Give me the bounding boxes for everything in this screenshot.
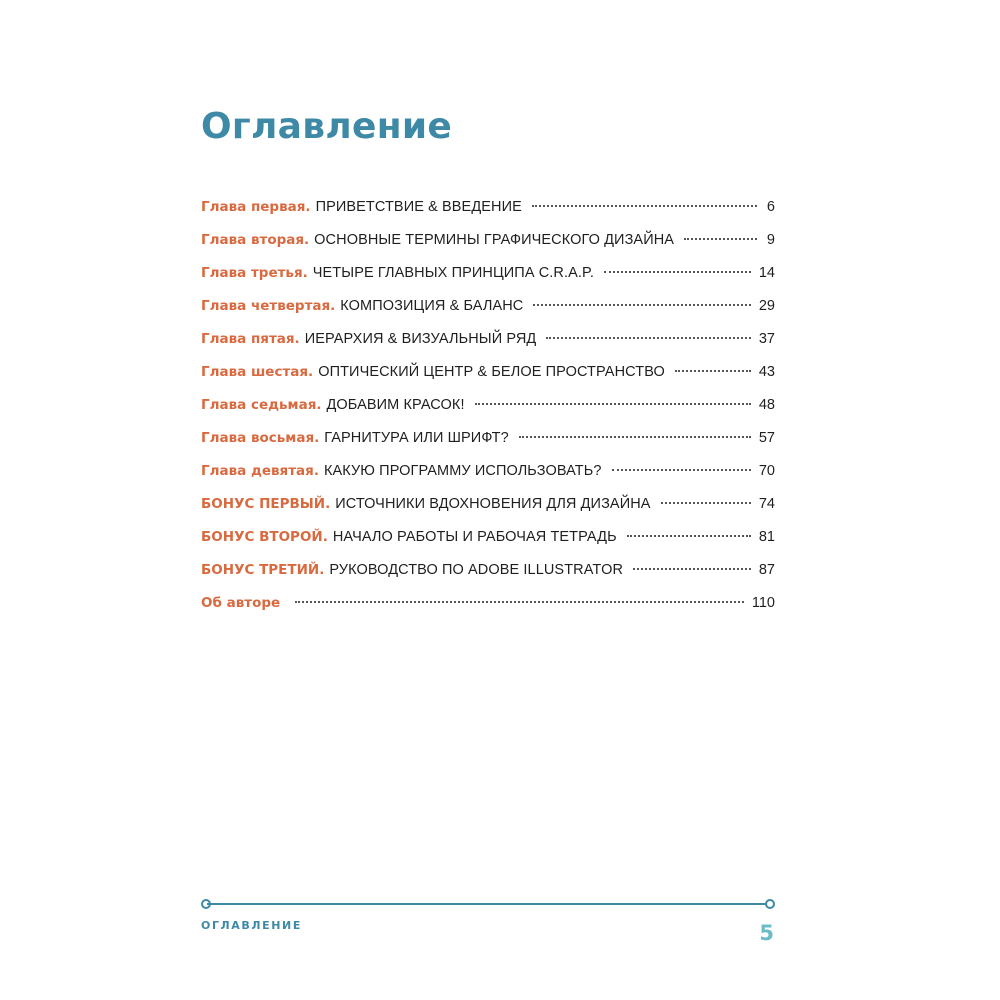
toc-entry-page: 29 xyxy=(758,298,775,314)
toc-entry-label: Глава седьмая. xyxy=(201,397,322,413)
toc-entry-label: Глава третья. xyxy=(201,265,308,281)
toc-entry-label: Глава вторая. xyxy=(201,232,310,248)
toc-entry-page: 6 xyxy=(766,199,775,215)
dot-leader xyxy=(675,370,751,372)
dot-leader xyxy=(661,502,751,504)
footer-section-label: ОГЛАВЛЕНИЕ xyxy=(201,919,302,932)
toc-entry-title: ДОБАВИМ КРАСОК! xyxy=(326,397,465,413)
toc-entry[interactable] xyxy=(201,554,775,587)
toc-entry-title: ЧЕТЫРЕ ГЛАВНЫХ ПРИНЦИПА C.R.A.P. xyxy=(312,265,595,281)
toc-entry[interactable] xyxy=(201,521,775,554)
toc-entry-title: ИЕРАРХИЯ & ВИЗУАЛЬНЫЙ РЯД xyxy=(304,331,537,347)
toc-entry[interactable] xyxy=(201,455,775,488)
toc-entry-label: Глава пятая. xyxy=(201,331,300,347)
toc-entry[interactable] xyxy=(201,422,775,455)
toc-entry-label: Глава первая. xyxy=(201,199,311,215)
footer-rule xyxy=(201,899,775,909)
toc-entry-page: 81 xyxy=(758,529,775,545)
toc-entry[interactable] xyxy=(201,224,775,257)
toc-entry[interactable] xyxy=(201,356,775,389)
rule-end-dot xyxy=(765,899,775,909)
toc-entry-label: Глава восьмая. xyxy=(201,430,320,446)
toc-entry-page: 43 xyxy=(758,364,775,380)
dot-leader xyxy=(546,337,751,339)
toc-entry-title: ИСТОЧНИКИ ВДОХНОВЕНИЯ ДЛЯ ДИЗАЙНА xyxy=(335,496,651,512)
dot-leader xyxy=(533,304,750,306)
toc-entry-page: 87 xyxy=(758,562,775,578)
toc-entry-label: Глава девятая. xyxy=(201,463,319,479)
toc-entry-page: 57 xyxy=(758,430,775,446)
toc-list xyxy=(201,191,775,620)
toc-entry-page: 110 xyxy=(751,595,775,611)
toc-entry[interactable] xyxy=(201,389,775,422)
rule-line xyxy=(207,903,769,905)
dot-leader xyxy=(604,271,751,273)
dot-leader xyxy=(295,601,744,603)
dot-leader xyxy=(532,205,757,207)
toc-entry[interactable] xyxy=(201,257,775,290)
toc-entry-label: Глава шестая. xyxy=(201,364,314,380)
toc-entry[interactable] xyxy=(201,191,775,224)
dot-leader xyxy=(633,568,751,570)
toc-entry[interactable] xyxy=(201,323,775,356)
toc-entry-title: ГАРНИТУРА ИЛИ ШРИФТ? xyxy=(324,430,509,446)
dot-leader xyxy=(475,403,751,405)
dot-leader xyxy=(627,535,751,537)
toc-entry-title: ОПТИЧЕСКИЙ ЦЕНТР & БЕЛОЕ ПРОСТРАНСТВО xyxy=(318,364,665,380)
toc-entry-title: ОСНОВНЫЕ ТЕРМИНЫ ГРАФИЧЕСКОГО ДИЗАЙНА xyxy=(314,232,675,248)
footer-page-number: 5 xyxy=(759,921,774,945)
toc-entry-title: РУКОВОДСТВО ПО ADOBE ILLUSTRATOR xyxy=(329,562,624,578)
toc-entry-title: ПРИВЕТСТВИЕ & ВВЕДЕНИЕ xyxy=(315,199,522,215)
toc-entry-title: КАКУЮ ПРОГРАММУ ИСПОЛЬЗОВАТЬ? xyxy=(323,463,602,479)
toc-entry-title: КОМПОЗИЦИЯ & БАЛАНС xyxy=(340,298,524,314)
dot-leader xyxy=(612,469,751,471)
toc-entry[interactable] xyxy=(201,587,775,620)
dot-leader xyxy=(684,238,757,240)
toc-entry-page: 70 xyxy=(758,463,775,479)
toc-entry-label: БОНУС ТРЕТИЙ. xyxy=(201,562,325,578)
toc-entry-page: 37 xyxy=(758,331,775,347)
toc-entry-label: БОНУС ПЕРВЫЙ. xyxy=(201,496,331,512)
toc-entry-page: 48 xyxy=(758,397,775,413)
toc-entry-label: Глава четвертая. xyxy=(201,298,336,314)
toc-entry[interactable] xyxy=(201,290,775,323)
toc-entry-title: НАЧАЛО РАБОТЫ И РАБОЧАЯ ТЕТРАДЬ xyxy=(332,529,617,545)
dot-leader xyxy=(519,436,751,438)
toc-entry-label: БОНУС ВТОРОЙ. xyxy=(201,529,328,545)
toc-entry-page: 9 xyxy=(766,232,775,248)
toc-entry-page: 14 xyxy=(758,265,775,281)
toc-entry-page: 74 xyxy=(758,496,775,512)
toc-entry-label: Об авторе xyxy=(201,595,281,611)
toc-entry[interactable] xyxy=(201,488,775,521)
page-title: Оглавление xyxy=(201,106,453,147)
